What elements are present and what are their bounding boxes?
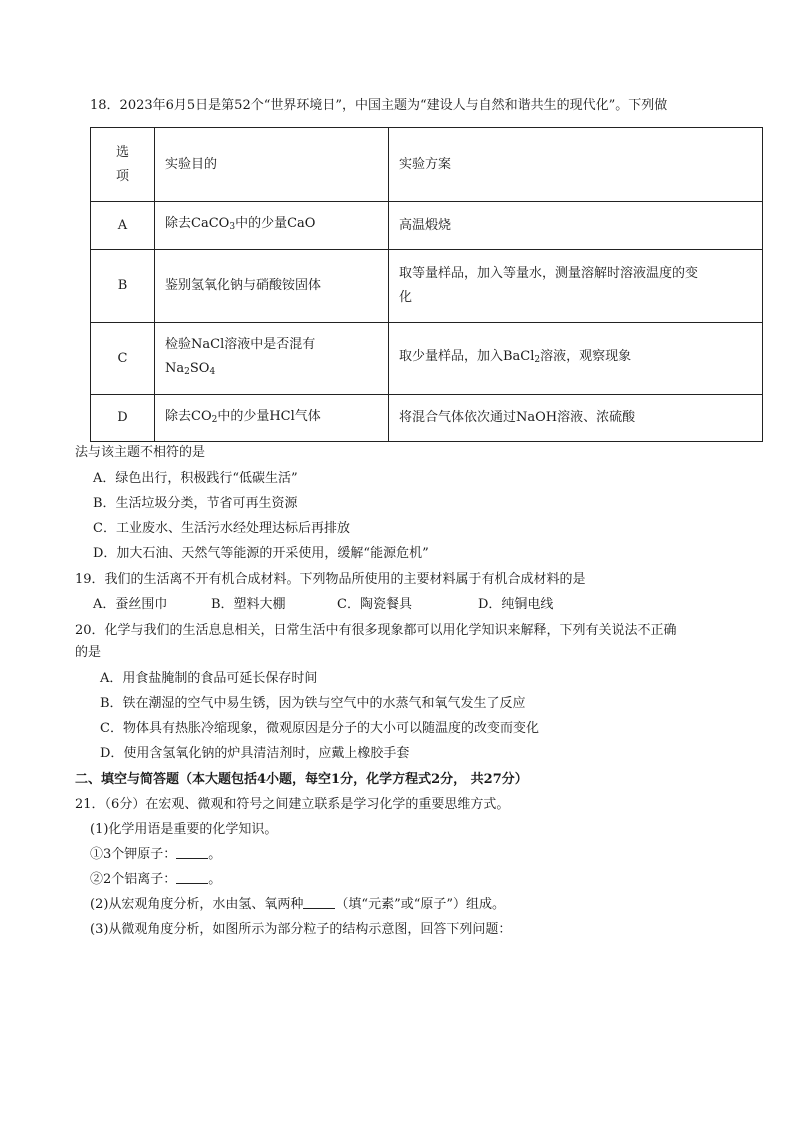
q19-options	[93, 595, 553, 615]
q21-part1: (1)化学用语是重要的化学知识。	[90, 822, 278, 837]
q21-part1-a: ①3个钾原子： 。	[90, 847, 222, 862]
header-option-line2: 项	[115, 168, 129, 184]
header-option-line1: 选	[115, 144, 129, 160]
row-goal: 检验NaCl溶液中是否混有 $Na_2SO_4$	[155, 323, 389, 395]
q20-option-b: B．铁在潮湿的空气中易生锈，因为铁与空气中的水蒸气和氧气发生了反应	[100, 696, 526, 711]
q18-option-b: B．生活垃圾分类，节省可再生资源	[93, 496, 298, 511]
q19-stem: 19．我们的生活离不开有机合成材料。下列物品所使用的主要材料属于有机合成材料的是	[75, 572, 586, 587]
q20-option-d: D．使用含氢氧化钠的炉具清洁剂时，应戴上橡胶手套	[100, 746, 410, 761]
table-row	[91, 323, 763, 395]
q18-stem-line2: 法与该主题不相符的是	[75, 445, 206, 460]
row-plan: 高温煅烧	[389, 202, 763, 250]
q21-part1-b: ②2个铝离子： 。	[90, 872, 222, 887]
answer-blank[interactable]	[176, 870, 208, 884]
row-plan: 取少量样品，加入BaCl$_2$溶液，观察现象	[389, 323, 763, 395]
q18-option-d: D．加大石油、天然气等能源的开采使用，缓解“能源危机”	[93, 546, 429, 561]
q19-option-d: D．纯铜电线	[478, 597, 554, 612]
q20-option-a: A．用食盐腌制的食品可延长保存时间	[100, 671, 318, 686]
header-goal: 实验目的	[155, 128, 389, 202]
answer-blank[interactable]	[176, 845, 208, 859]
answer-blank[interactable]	[303, 895, 335, 909]
row-goal: 除去CaCO$_3$中的少量CaO	[155, 202, 389, 250]
q19-option-c: C．陶瓷餐具	[337, 597, 412, 612]
row-goal: 鉴别氢氧化钠与硝酸铵固体	[155, 250, 389, 323]
experiment-table	[90, 127, 763, 442]
header-plan: 实验方案	[389, 128, 763, 202]
row-option: B	[91, 250, 155, 323]
row-plan: 将混合气体依次通过NaOH溶液、浓硫酸	[389, 395, 763, 442]
q20-stem-line2: 的是	[75, 645, 102, 660]
q18-option-c: C．工业废水、生活污水经处理达标后再排放	[93, 521, 350, 536]
row-plan: 取等量样品，加入等量水，测量溶解时溶液温度的变 化	[389, 250, 763, 323]
row-option: D	[91, 395, 155, 442]
table-row	[91, 202, 763, 250]
q19-option-b: B．塑料大棚	[211, 597, 286, 612]
row-goal: 除去$CO_2$中的少量HCl气体	[155, 395, 389, 442]
section-2-title: 二、填空与简答题（本大题包括4小题，每空1分，化学方程式2分， 共27分）	[75, 772, 528, 787]
row-option: C	[91, 323, 155, 395]
q20-stem-line1: 20．化学与我们的生活息息相关，日常生活中有很多现象都可以用化学知识来解释，下列有关说法不正确	[75, 623, 677, 638]
row-option: A	[91, 202, 155, 250]
q18-stem-line1: 18．2023年6月5日是第52个“世界环境日”，中国主题为“建设人与自然和谐共生的现代化”。下列做	[90, 98, 668, 113]
q21-stem: 21．（6分）在宏观、微观和符号之间建立联系是学习化学的重要思维方式。	[75, 797, 510, 812]
q20-option-c: C．物体具有热胀冷缩现象，微观原因是分子的大小可以随温度的改变而变化	[100, 721, 539, 736]
table-row	[91, 395, 763, 442]
q21-part2: (2)从宏观角度分析，水由氢、氧两种 （填“元素”或“原子”）组成。	[90, 897, 506, 912]
q19-option-a: A．蚕丝围巾	[93, 597, 168, 612]
q18-option-a: A．绿色出行，积极践行“低碳生活”	[93, 471, 298, 486]
table-header-row	[91, 128, 763, 202]
table-row	[91, 250, 763, 323]
q21-part3: (3)从微观角度分析，如图所示为部分粒子的结构示意图，回答下列问题：	[90, 922, 512, 937]
header-option	[91, 128, 155, 202]
